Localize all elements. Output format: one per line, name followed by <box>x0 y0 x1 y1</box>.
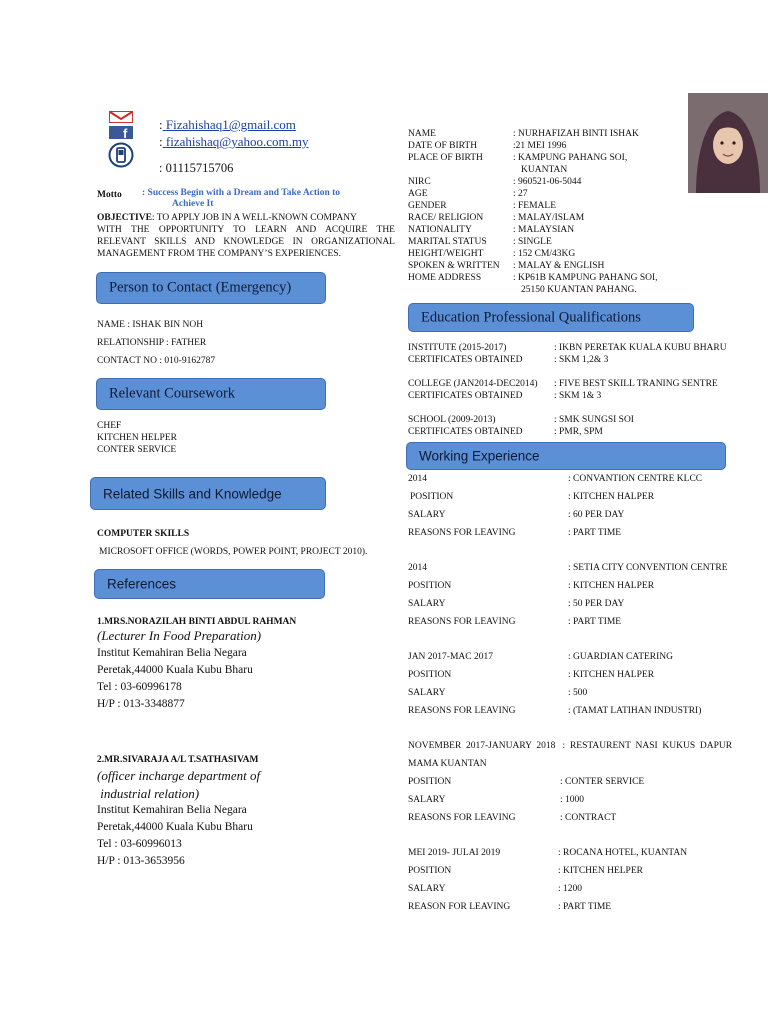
emergency-relationship: RELATIONSHIP : FATHER <box>97 338 207 348</box>
personal-value: 25150 KUANTAN PAHANG. <box>521 285 637 295</box>
education-value: : PMR, SPM <box>554 427 603 437</box>
personal-row <box>408 260 658 272</box>
work-label: POSITION <box>408 581 452 591</box>
personal-label <box>408 164 513 176</box>
objective-line-4: MANAGEMENT FROM THE COMPANY’S EXPERIENCES. <box>97 249 341 259</box>
work-label: POSITION <box>408 777 452 787</box>
education-label: CERTIFICATES OBTAINED <box>408 427 523 437</box>
work-value: : KITCHEN HALPER <box>568 581 655 591</box>
work-label: REASONS FOR LEAVING <box>408 528 516 538</box>
personal-value: : MALAY/ISLAM <box>513 213 585 223</box>
phone-number: : 01115715706 <box>159 161 234 175</box>
reference-address: Peretak,44000 Kuala Kubu Bharu <box>97 664 253 676</box>
work-entry <box>408 651 766 723</box>
personal-value: : NURHAFIZAH BINTI ISHAK <box>513 129 639 139</box>
section-coursework-header: Relevant Coursework <box>96 378 326 410</box>
personal-label: SPOKEN & WRITTEN <box>408 261 500 271</box>
education-entry <box>408 414 764 438</box>
facebook-icon <box>109 126 133 139</box>
work-label: POSITION <box>408 866 452 876</box>
work-value: : KITCHEN HALPER <box>568 670 655 680</box>
reference-1 <box>97 616 296 712</box>
work-label: POSITION <box>408 670 452 680</box>
section-working-header: Working Experience <box>406 442 726 470</box>
work-entry <box>408 740 766 830</box>
objective-line-1: : TO APPLY JOB IN A WELL-KNOWN COMPANY <box>151 213 357 223</box>
personal-value: : MALAY & ENGLISH <box>513 261 605 271</box>
personal-row <box>408 152 658 164</box>
work-label: POSITION <box>410 492 454 502</box>
reference-title: (officer incharge department of <box>97 768 261 783</box>
section-education-header: Education Professional Qualifications <box>408 303 694 332</box>
personal-value: : 152 CM/43KG <box>513 249 576 259</box>
computer-skills-item: MICROSOFT OFFICE (WORDS, POWER POINT, PROJECT 2010). <box>99 547 368 557</box>
motto-line-1: : Success Begin with a Dream and Take Action to <box>142 188 341 198</box>
reference-address: Peretak,44000 Kuala Kubu Bharu <box>97 821 253 833</box>
education-label: CERTIFICATES OBTAINED <box>408 355 523 365</box>
personal-value: :21 MEI 1996 <box>513 141 567 151</box>
reference-tel: Tel : 03-60996013 <box>97 838 182 850</box>
objective-label: OBJECTIVE <box>97 213 152 223</box>
personal-row <box>408 200 658 212</box>
work-period: NOVEMBER 2017-JANUARY 2018 : RESTAURENT NASI KUKUS DAPUR <box>408 741 733 751</box>
personal-row <box>408 176 658 188</box>
coursework-list <box>97 420 177 456</box>
emergency-contact: CONTACT NO : 010-9162787 <box>97 356 216 366</box>
work-place: : CONVANTION CENTRE KLCC <box>568 474 703 484</box>
reference-tel: Tel : 03-60996178 <box>97 681 182 693</box>
personal-value: : 27 <box>513 189 528 199</box>
gmail-icon <box>109 110 133 122</box>
education-label: SCHOOL (2009-2013) <box>408 415 496 425</box>
reference-institute: Institut Kemahiran Belia Negara <box>97 804 247 816</box>
work-place: : SETIA CITY CONVENTION CENTRE <box>568 563 728 573</box>
reference-institute: Institut Kemahiran Belia Negara <box>97 647 247 659</box>
work-label: SALARY <box>408 510 446 520</box>
personal-row <box>408 188 658 200</box>
education-value: : SKM 1& 3 <box>554 391 602 401</box>
reference-name: 2.MR.SIVARAJA A/L T.SATHASIVAM <box>97 755 259 765</box>
motto-label: Motto <box>97 190 122 200</box>
work-entry <box>408 473 766 545</box>
reference-title-2: industrial relation) <box>97 786 200 801</box>
work-place: : ROCANA HOTEL, KUANTAN <box>558 848 688 858</box>
personal-label: HOME ADDRESS <box>408 273 482 283</box>
personal-details <box>408 128 658 296</box>
phone-icon <box>108 142 134 168</box>
personal-row <box>408 272 658 284</box>
education-value: : SKM 1,2& 3 <box>554 355 609 365</box>
section-references-header: References <box>94 569 325 599</box>
personal-row <box>408 212 658 224</box>
work-value: : 1000 <box>560 795 585 805</box>
work-value: : (TAMAT LATIHAN INDUSTRI) <box>568 706 702 716</box>
coursework-item: CONTER SERVICE <box>97 445 177 455</box>
work-value: : 1200 <box>558 884 583 894</box>
personal-row <box>408 224 658 236</box>
education-label: CERTIFICATES OBTAINED <box>408 391 523 401</box>
personal-row <box>408 164 658 176</box>
work-label: REASONS FOR LEAVING <box>408 617 516 627</box>
personal-label <box>408 284 513 296</box>
personal-value: : 960521-06-5044 <box>513 177 582 187</box>
work-label: REASONS FOR LEAVING <box>408 706 516 716</box>
email-yahoo-link[interactable]: : fizahishaq@yahoo.com.my <box>159 134 309 149</box>
email-gmail-link[interactable]: : Fizahishaq1@gmail.com <box>159 117 296 132</box>
personal-row <box>408 284 658 296</box>
personal-value: KUANTAN <box>521 165 568 175</box>
personal-row <box>408 248 658 260</box>
work-period: JAN 2017-MAC 2017 <box>408 652 493 662</box>
work-period: 2014 <box>408 563 427 573</box>
personal-label: RACE/ RELIGION <box>408 213 484 223</box>
work-label: SALARY <box>408 599 446 609</box>
education-entry <box>408 342 764 366</box>
motto-text <box>142 188 340 210</box>
work-value: : CONTER SERVICE <box>560 777 645 787</box>
personal-label: NATIONALITY <box>408 225 472 235</box>
work-place: MAMA KUANTAN <box>408 759 487 769</box>
work-list <box>408 473 766 936</box>
coursework-item: CHEF <box>97 421 122 431</box>
objective-block <box>97 212 395 260</box>
motto-line-2: Achieve It <box>172 199 214 209</box>
work-value: : 50 PER DAY <box>568 599 625 609</box>
personal-value: : SINGLE <box>513 237 552 247</box>
personal-value: : FEMALE <box>513 201 557 211</box>
personal-label: GENDER <box>408 201 447 211</box>
work-value: : PART TIME <box>558 902 612 912</box>
section-skills-header: Related Skills and Knowledge <box>90 477 326 510</box>
work-place: : GUARDIAN CATERING <box>568 652 674 662</box>
work-label: SALARY <box>408 884 446 894</box>
personal-value: : MALAYSIAN <box>513 225 575 235</box>
computer-skills-heading: COMPUTER SKILLS <box>97 529 190 539</box>
personal-row <box>408 236 658 248</box>
personal-label: HEIGHT/WEIGHT <box>408 249 484 259</box>
coursework-item: KITCHEN HELPER <box>97 433 177 443</box>
education-label: INSTITUTE (2015-2017) <box>408 343 507 353</box>
work-value: : 60 PER DAY <box>568 510 625 520</box>
work-period: 2014 <box>408 474 427 484</box>
education-label: COLLEGE (JAN2014-DEC2014) <box>408 379 538 389</box>
education-value: : FIVE BEST SKILL TRANING SENTRE <box>554 379 718 389</box>
work-value: : PART TIME <box>568 617 622 627</box>
work-value: : KITCHEN HALPER <box>568 492 655 502</box>
personal-label: MARITAL STATUS <box>408 237 487 247</box>
work-label: REASONS FOR LEAVING <box>408 813 516 823</box>
emergency-name: NAME : ISHAK BIN NOH <box>97 320 204 330</box>
work-value: : KITCHEN HELPER <box>558 866 643 876</box>
svg-text:f: f <box>123 126 128 139</box>
section-emergency-header: Person to Contact (Emergency) <box>96 272 326 304</box>
personal-label: PLACE OF BIRTH <box>408 153 483 163</box>
work-value: : 500 <box>568 688 588 698</box>
personal-row <box>408 140 658 152</box>
profile-photo <box>688 93 768 193</box>
education-list <box>408 342 764 438</box>
work-label: REASON FOR LEAVING <box>408 902 511 912</box>
objective-line-2: WITH THE OPPORTUNITY TO LEARN AND ACQUIRE THE <box>97 225 395 235</box>
work-value: : PART TIME <box>568 528 622 538</box>
work-entry <box>408 847 766 919</box>
reference-hp: H/P : 013-3653956 <box>97 855 185 867</box>
work-label: SALARY <box>408 795 446 805</box>
personal-label: AGE <box>408 189 428 199</box>
reference-title: (Lecturer In Food Preparation) <box>97 628 262 643</box>
personal-label: DATE OF BIRTH <box>408 141 478 151</box>
education-value: : IKBN PERETAK KUALA KUBU BHARU <box>554 343 727 353</box>
personal-value: : KAMPUNG PAHANG SOI, <box>513 153 628 163</box>
education-value: : SMK SUNGSI SOI <box>554 415 634 425</box>
personal-label: NIRC <box>408 177 431 187</box>
work-value: : CONTRACT <box>560 813 617 823</box>
objective-line-3: RELEVANT SKILLS AND KNOWLEDGE IN ORGANIZATIONAL <box>97 237 395 247</box>
work-label: SALARY <box>408 688 446 698</box>
work-period: MEI 2019- JULAI 2019 <box>408 848 501 858</box>
reference-2 <box>97 754 260 869</box>
reference-hp: H/P : 013-3348877 <box>97 698 185 710</box>
personal-value: : KP61B KAMPUNG PAHANG SOI, <box>513 273 658 283</box>
personal-row <box>408 128 658 140</box>
reference-name: 1.MRS.NORAZILAH BINTI ABDUL RAHMAN <box>97 617 297 627</box>
personal-label: NAME <box>408 129 436 139</box>
work-entry <box>408 562 766 634</box>
education-entry <box>408 378 764 402</box>
